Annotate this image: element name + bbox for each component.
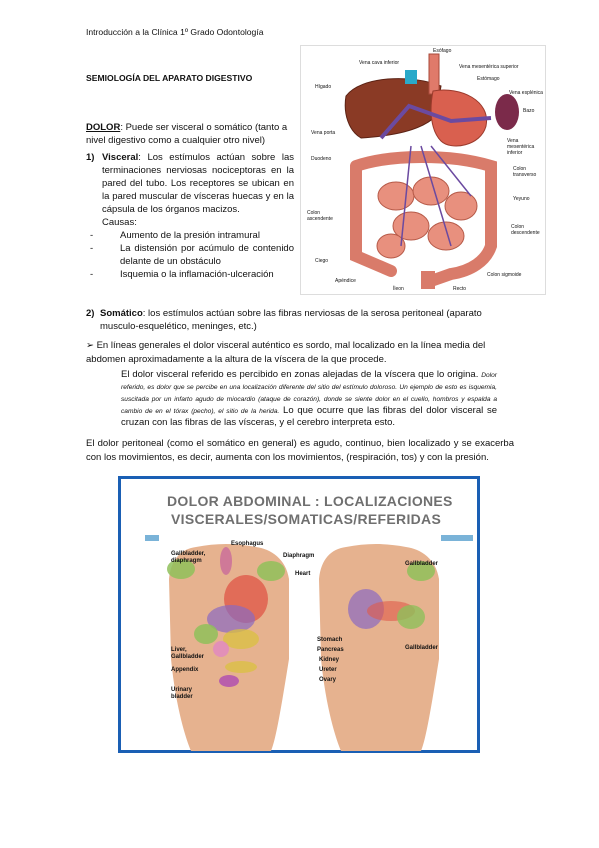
referido-italic: Dolor referido, es dolor que se percibe en una localización diferente del sitio del estímulo doloroso. Un ejemplo de esto es isquemia, suscitada por un infarto agudo de miocardio (ataque de corazón), donde se siente dolor en el cuello, hombros y espalda a cambio de en el tórax (pecho), el sitio de la herida. [121, 372, 498, 415]
label-estomago: Estómago [477, 76, 500, 82]
label-appendix: Appendix [171, 667, 199, 673]
label-liver: Liver, Gallbladder [171, 647, 205, 660]
label-colon-transverso: Colon transverso [513, 166, 537, 178]
label-kidney: Kidney [319, 657, 340, 663]
section-title: SEMIOLOGÍA DEL APARATO DIGESTIVO [86, 73, 253, 83]
list-item: - Isquemia o la inflamación-ulceración [86, 268, 294, 281]
label-esophagus: Esophagus [231, 541, 264, 547]
label-colon-sigmoide: Colon sigmoide [487, 272, 522, 278]
list-item: - Aumento de la presión intramural [86, 229, 294, 242]
visceral-text: : Los estímulos actúan sobre las terminaciones nerviosas nociceptoras en la pared del tubo. Los receptores se ubican en la pared muscular de vísceras huecas y en la cápsula de los órganos macizos. [102, 152, 294, 215]
label-urinary: Urinary bladder [171, 687, 193, 700]
label-esofago: Esófago [433, 48, 452, 54]
label-pancreas: Pancreas [317, 647, 344, 653]
digestive-illustration [301, 46, 545, 294]
referido-lead: El dolor visceral referido es percibido en zonas alejadas de la víscera que lo origina. [121, 369, 479, 380]
label-bazo: Bazo [523, 108, 535, 114]
abdominal-pain-figure [118, 476, 480, 753]
somatico-term: Somático [100, 308, 143, 319]
dolor-term: DOLOR [86, 122, 121, 133]
label-esplenica: Vena esplénica [509, 90, 543, 96]
label-heart: Heart [295, 571, 311, 577]
digestive-system-figure [300, 45, 546, 295]
visceral-term: Visceral [102, 152, 139, 163]
referido-paragraph [121, 369, 497, 429]
label-ileon: Íleon [393, 286, 404, 292]
label-gallbladder-right: Gallbladder [405, 561, 439, 567]
label-colon-descendente: Colon descendente [511, 224, 540, 236]
somatico-text: : los estímulos actúan sobre las fibras nerviosas de la serosa peritoneal (aparato musculo-esquelético, meninges, etc.) [100, 308, 482, 332]
visceral-number: 1) [86, 152, 95, 163]
label-gallbladder-back: Gallbladder [405, 645, 439, 651]
somatico-block [86, 307, 514, 333]
label-yeyuno: Yeyuno [513, 196, 530, 202]
figure2-title-1: DOLOR ABDOMINAL : LOCALIZACIONES [167, 493, 453, 509]
label-recto: Recto [453, 286, 467, 292]
causes-list [86, 229, 294, 281]
label-gallbladder-diaphragm: Gallbladder, diaphragm [171, 551, 206, 564]
visceral-block [86, 151, 294, 281]
label-ciego: Ciego [315, 258, 329, 264]
label-higado: Hígado [315, 84, 332, 90]
causes-label: Causas: [102, 217, 137, 228]
dolor-intro: : Puede ser visceral o somático (tanto a nivel digestivo como a cualquier otro nivel) [86, 122, 288, 146]
page-header: Introducción a la Clínica 1º Grado Odontología [86, 27, 264, 37]
label-duodeno: Duodeno [311, 156, 332, 162]
label-apendice: Apéndice [335, 278, 356, 284]
lineas-paragraph: ➢ En líneas generales el dolor visceral auténtico es sordo, mal localizado en la línea media del abdomen aproximadamente a la altura de la víscera de la que procede. [86, 340, 486, 365]
label-colon-ascendente: Colon ascendente [307, 210, 333, 222]
referido-tail: Lo que ocurre que las fibras del dolor visceral se cruzan con las fibras de las vísceras, y el cerebro interpreta esto. [121, 405, 497, 428]
label-vena-porta: Vena porta [311, 130, 336, 136]
figure2-header [121, 479, 477, 539]
peritoneal-paragraph: El dolor peritoneal (como el somático en general) es agudo, continuo, bien localizado y se exacerba con los movimientos, es decir, aumenta con los movimientos, (respiración, tos) y con la presión. [86, 438, 514, 463]
label-ureter: Ureter [319, 667, 337, 673]
label-stomach: Stomach [317, 637, 343, 643]
label-vena-cava: Vena cava inferior [359, 60, 400, 66]
label-mesenterica-inf: Vena mesentérica inferior [507, 138, 535, 156]
dolor-paragraph [86, 121, 294, 147]
somatico-number: 2) [86, 308, 95, 319]
list-item: - La distensión por acúmulo de contenido delante de un obstáculo [86, 242, 294, 268]
label-ovary: Ovary [319, 677, 337, 683]
label-diaphragm: Diaphragm [283, 553, 315, 559]
figure2-title-2: VISCERALES/SOMATICAS/REFERIDAS [171, 511, 442, 527]
label-mesenterica-sup: Vena mesentérica superior [459, 64, 519, 70]
